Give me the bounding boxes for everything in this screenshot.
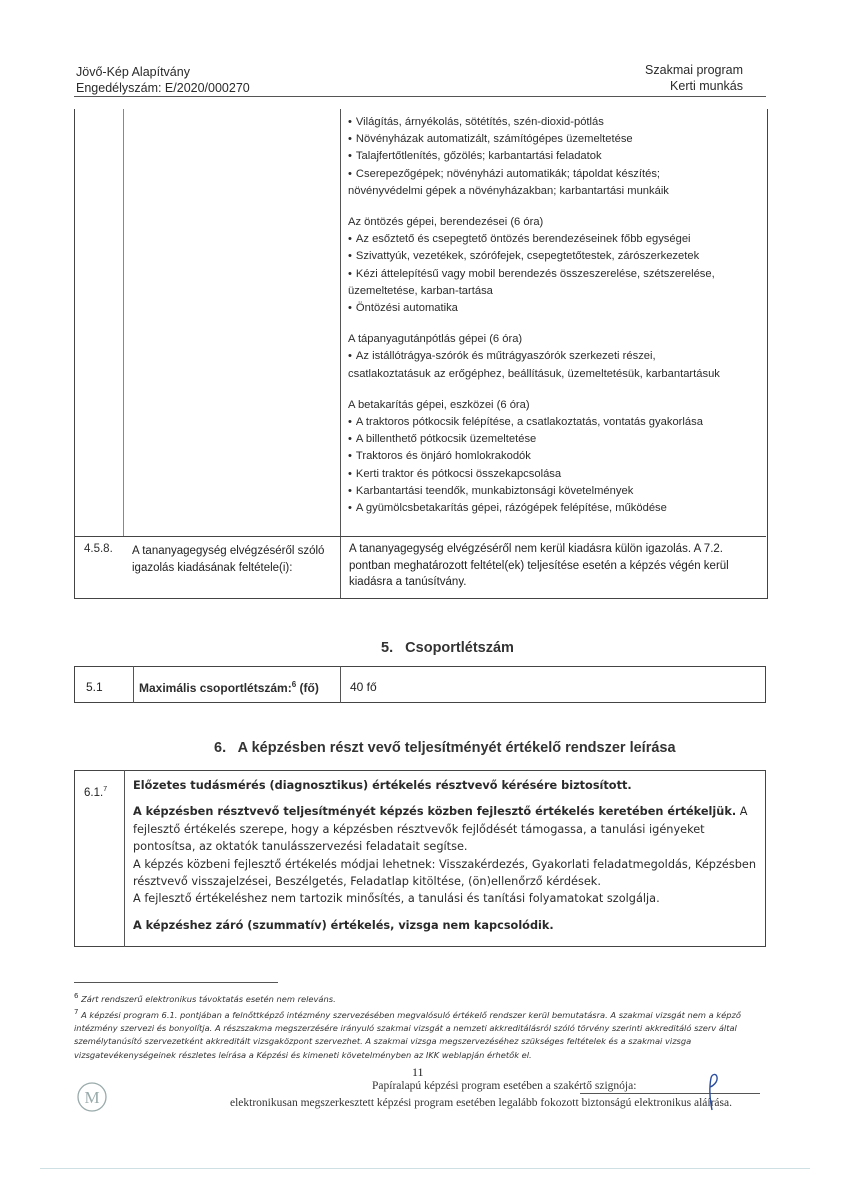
curriculum-item: • Az istállótrágya-szórók és műtrágyaszórók szerkezeti részei, (348, 348, 760, 365)
curriculum-item: • Növényházak automatizált, számítógépes üzemeltetése (348, 131, 760, 148)
curriculum-item: A tápanyagutánpótlás gépei (6 óra) (348, 333, 523, 346)
row-number: 5.1 (86, 680, 103, 694)
svg-text:M: M (84, 1088, 100, 1107)
group-size-value: 40 fő (350, 680, 377, 694)
curriculum-item: • A traktoros pótkocsik felépítése, a csatlakoztatás, vontatás gyakorlása (348, 414, 760, 431)
curriculum-item: • Kerti traktor és pótkocsi összekapcsolása (348, 466, 760, 483)
curriculum-item: • Karbantartási teendők, munkabiztonsági követelmények (348, 483, 760, 500)
header-right (645, 62, 743, 94)
program-name: Kerti munkás (670, 79, 743, 93)
group-size-label: Maximális csoportlétszám:$^6$ (fő) (139, 680, 319, 695)
paragraph: A képzésben résztvevő teljesítményét képzés közben fejlesztő értékelés keretében értékeljük. A fejlesztő értékelés szerepe, hogy a képzésben résztvevők fejlődését támogassa, a tanulási igényeket pontosítsa, az oktatók tanulásszervezési feladatait segítse. (133, 805, 748, 854)
row-number: 4.5.8. (84, 543, 113, 555)
table-column-divider (123, 109, 124, 536)
paragraph: A fejlesztő értékeléshez nem tartozik minősítés, a tanulási és tanítási folyamatokat szolgálja. (133, 892, 660, 906)
curriculum-item: üzemeltetése, karban-tartása (348, 284, 493, 297)
footnote-6: $^6$ Zárt rendszerű elektronikus távoktatás esetén nem releváns. (74, 992, 336, 1004)
section-5-heading: 5. Csoportlétszám (381, 640, 514, 656)
curriculum-item: • Szivattyúk, vezetékek, szórófejek, csepegtetőtestek, zárószerkezetek (348, 248, 760, 265)
signature-line (580, 1093, 760, 1094)
header-divider (74, 96, 766, 97)
page-number: 11 (412, 1065, 424, 1079)
section-6-heading: 6. A képzésben részt vevő teljesítményét értékelő rendszer leírása (214, 740, 676, 756)
org-name: Jövő-Kép Alapítvány (76, 65, 190, 79)
curriculum-content (348, 114, 760, 517)
handwritten-signature (700, 1072, 724, 1112)
curriculum-item: • A billenthető pótkocsik üzemeltetése (348, 431, 760, 448)
program-type: Szakmai program (645, 63, 743, 77)
curriculum-item: csatlakoztatásuk az erőgéphez, beállításuk, üzemeltetésük, karbantartásuk (348, 367, 720, 380)
curriculum-item: A betakarítás gépei, eszközei (6 óra) (348, 398, 530, 411)
spacer (348, 317, 760, 331)
footnotes (74, 990, 766, 1062)
footnote-7: $^7$ A képzési program 6.1. pontjában a felnőttképző intézmény szervezésében megvalósuló értékelő rendszer kerül bemutatásra. A szakmai vizsgát nem a képző intézmény szervezi és bonyolítja. A részszakma megszerzésére irányuló szakmai vizsgát a nemzeti akkreditálásról szóló törvény szerinti akkreditáló szerv által személytanúsító szervezetként akkreditált vizsgaközpont szervezhet. A szakmai vizsga megszervezéséhez szükséges feltételek és a szakmai vizsga vizsgatevékenységeinek részletes leírása a Képzési és kimeneti követelményben az IKK weblapján érhetők el. (74, 1008, 741, 1060)
curriculum-item: növényvédelmi gépek a növényházakban; karbantartási munkáik (348, 184, 669, 197)
table-column-divider (340, 109, 341, 598)
spacer (348, 200, 760, 214)
spacer (348, 383, 760, 397)
table-column-divider (340, 666, 341, 703)
paragraph: A képzéshez záró (szummatív) értékelés, vizsga nem kapcsolódik. (133, 918, 554, 932)
esignature-note: elektronikusan megszerkesztett képzési program esetében legalább fokozott biztonságú elektronikus aláírása. (230, 1097, 732, 1109)
curriculum-item: • A gyümölcsbetakarítás gépei, rázógépek felépítése, működése (348, 500, 760, 517)
footnote-divider (74, 982, 278, 983)
row-label: A tananyagegység elvégzéséről szóló igazolás kiadásának feltétele(i): (132, 545, 325, 574)
curriculum-item: • Világítás, árnyékolás, sötétítés, szén-dioxid-pótlás (348, 114, 760, 131)
curriculum-item: • Kézi áttelepítésű vagy mobil berendezés összeszerelése, szétszerelése, (348, 266, 760, 283)
curriculum-item: • Öntözési automatika (348, 300, 760, 317)
table-row-divider (74, 536, 766, 537)
row-number: 6.1.$^7$ (84, 786, 108, 799)
logo-icon (76, 1081, 108, 1113)
row-text: A tananyagegység elvégzéséről nem kerül kiadásra külön igazolás. A 7.2. pontban meghatározott feltétel(ek) teljesítése esetén a képzés végén kerül kiadásra a tanúsítvány. (349, 543, 729, 588)
signature-note: Papíralapú képzési program esetében a szakértő szignója: (372, 1080, 637, 1092)
header-left (76, 64, 250, 96)
curriculum-item: Az öntözés gépei, berendezései (6 óra) (348, 216, 544, 229)
paragraph: Előzetes tudásmérés (diagnosztikus) értékelés résztvevő kérésére biztosított. (133, 779, 632, 792)
page-bottom-rule (40, 1168, 810, 1169)
curriculum-item: • Cserepezőgépek; növényházi automatikák; tápoldat készítés; (348, 166, 760, 183)
table-column-divider (133, 666, 134, 703)
license-number: Engedélyszám: E/2020/000270 (76, 81, 250, 95)
curriculum-item: • Az esőztető és csepegtető öntözés berendezéseinek főbb egységei (348, 231, 760, 248)
curriculum-item: • Talajfertőtlenítés, gőzölés; karbantartási feladatok (348, 148, 760, 165)
table-column-divider (124, 770, 125, 947)
evaluation-description (133, 777, 758, 934)
curriculum-item: • Traktoros és önjáró homlokrakodók (348, 448, 760, 465)
paragraph: A képzés közbeni fejlesztő értékelés módjai lehetnek: Visszakérdezés, Gyakorlati feladatmegoldás, Képzésben résztvevő visszajelzései, Beszélgetés, Feladatlap kitöltése, (ön)ellenőrző kérdések. (133, 857, 756, 889)
